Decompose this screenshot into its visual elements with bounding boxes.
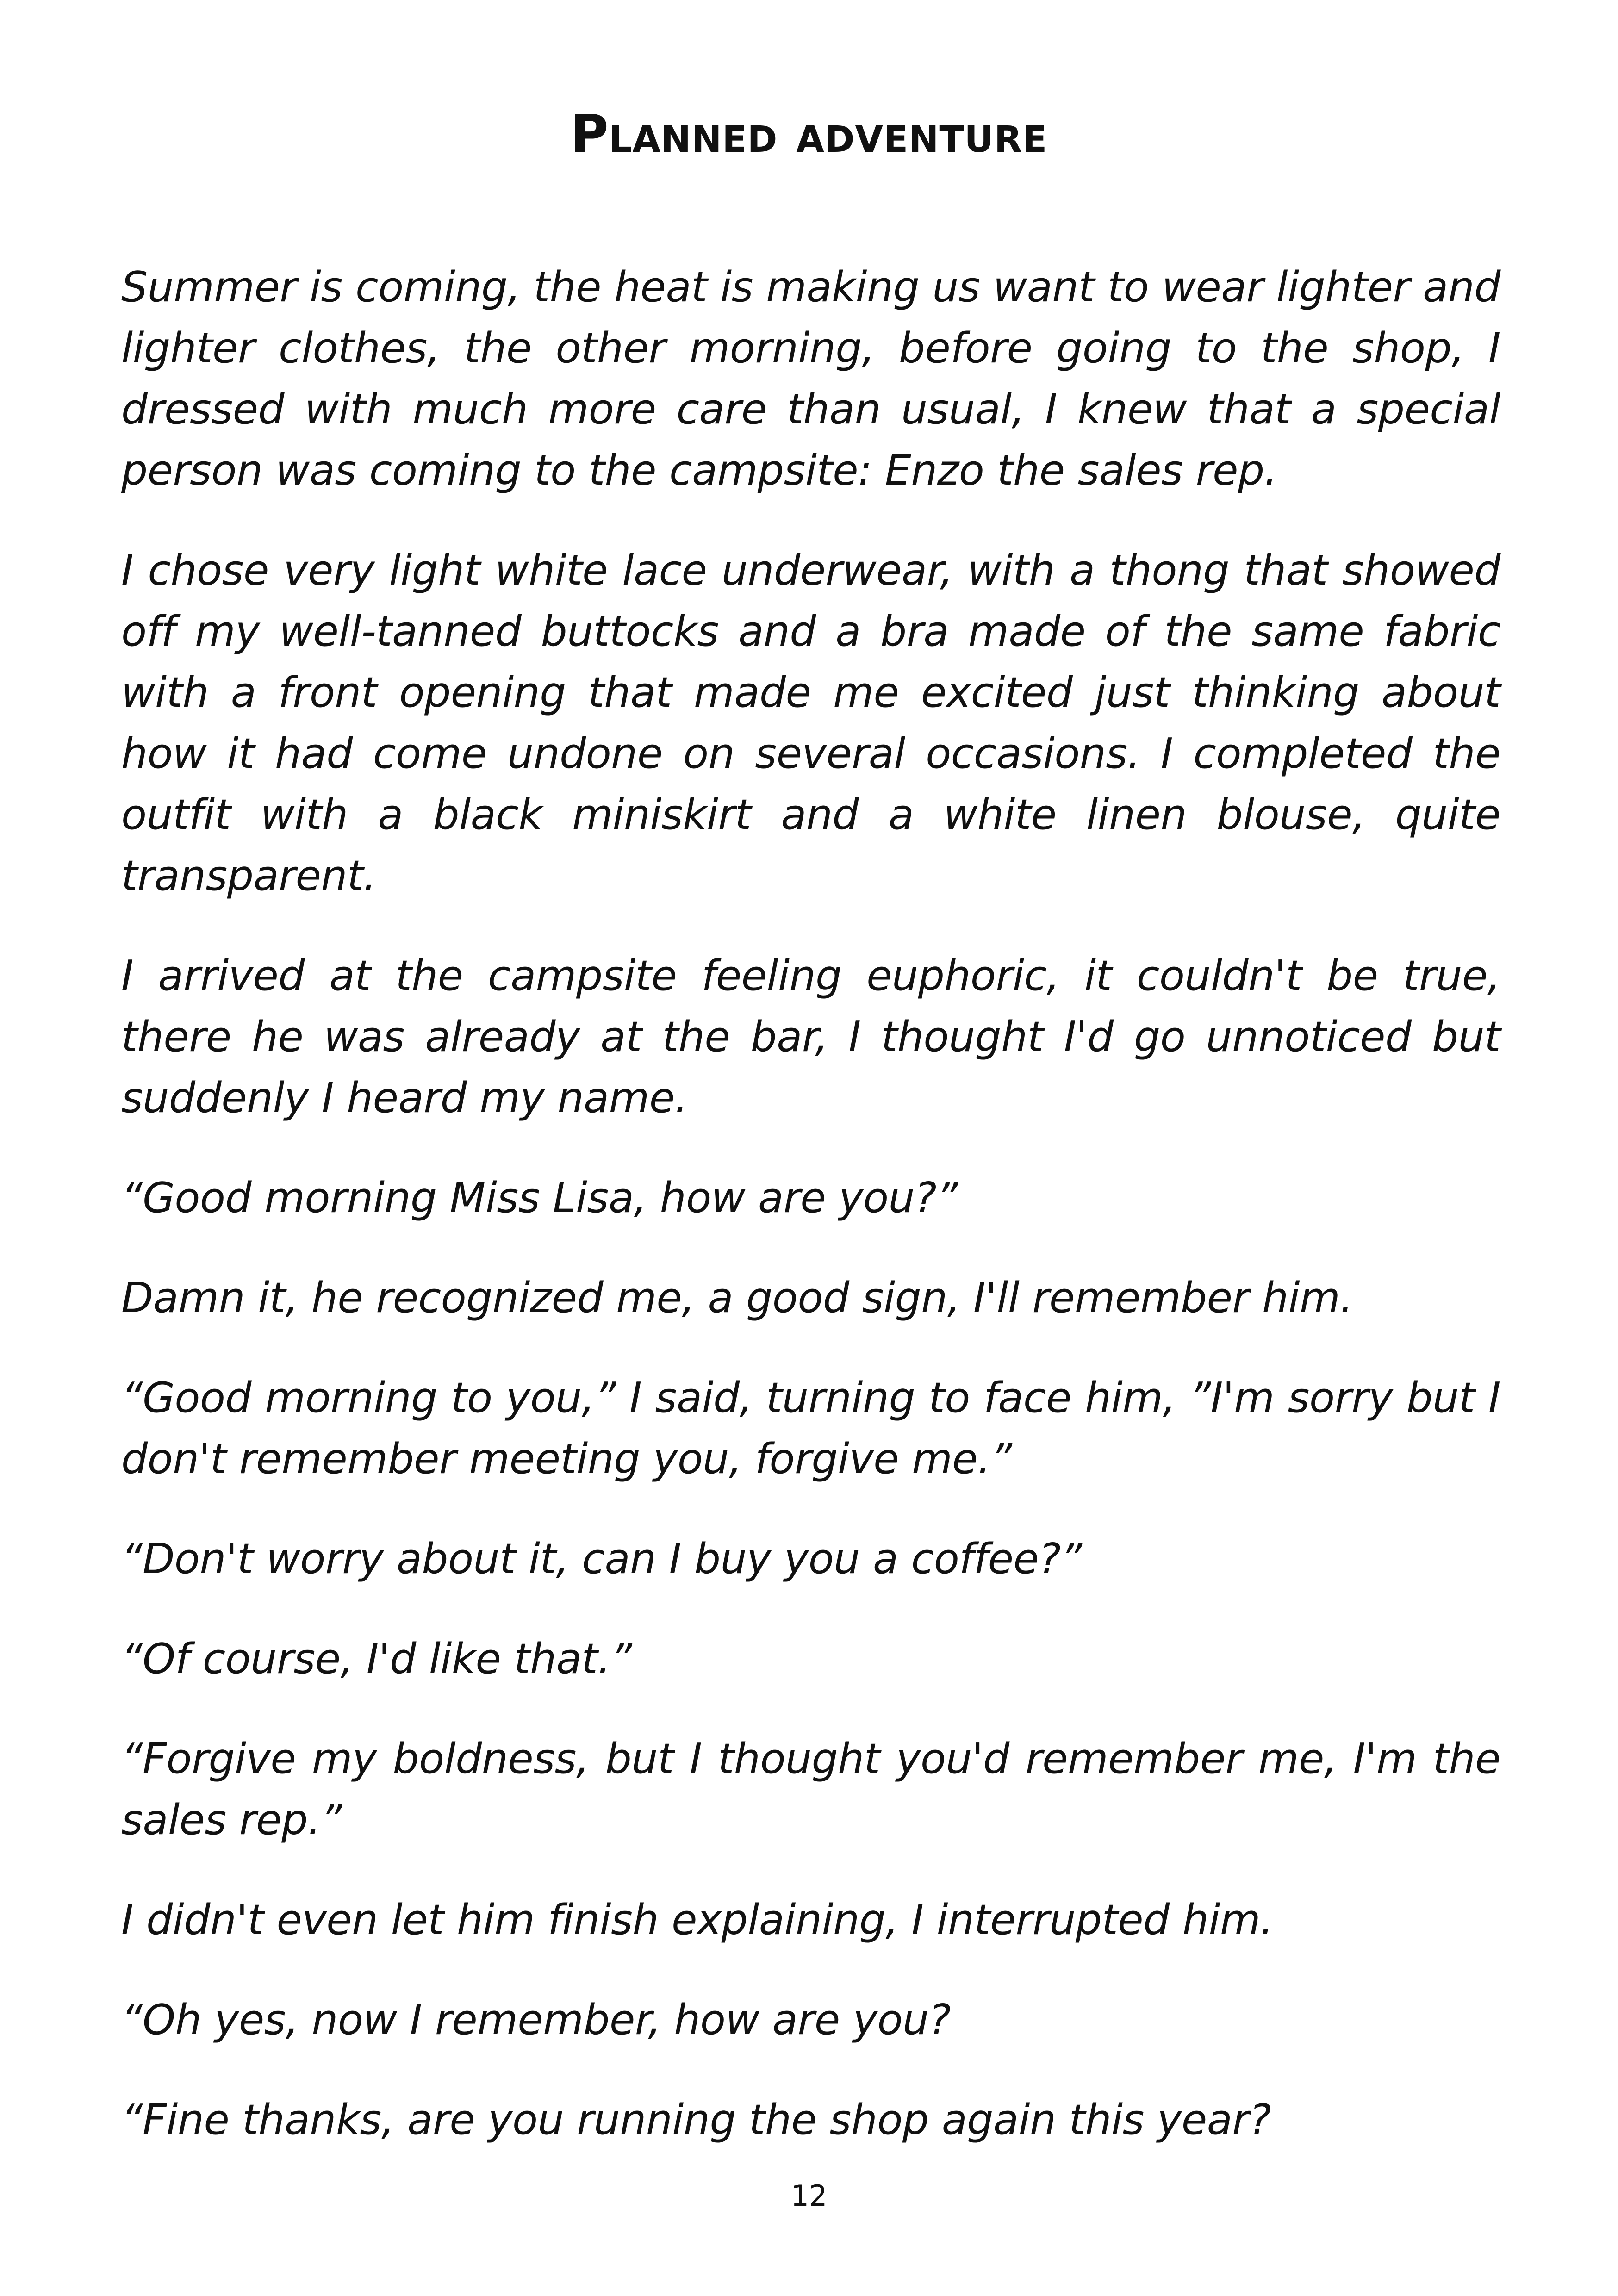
paragraph: I didn't even let him finish explaining, I interrupted him. bbox=[121, 1896, 1274, 1944]
body-text bbox=[121, 257, 1500, 2190]
paragraph: I arrived at the campsite feeling euphoric, it couldn't be true, there he was already at the bar, I thought I'd go unnoticed but suddenly I heard my name. bbox=[121, 952, 1500, 1122]
paragraph: “Forgive my boldness, but I thought you'd remember me, I'm the sales rep.” bbox=[121, 1735, 1500, 1844]
paragraph: “Don't worry about it, can I buy you a coffee?” bbox=[121, 1535, 1082, 1583]
paragraph: “Oh yes, now I remember, how are you? bbox=[121, 1996, 951, 2044]
page-number: 12 bbox=[790, 2179, 828, 2213]
paragraph: I chose very light white lace underwear, with a thong that showed off my well-tanned buttocks and a bra made of the same fabric with a front opening that made me excited just thinking about how it had come undone on several occasions. I completed the outfit with a black miniskirt and a white linen blouse, quite transparent. bbox=[121, 546, 1500, 900]
paragraph: Damn it, he recognized me, a good sign, I'll remember him. bbox=[121, 1274, 1353, 1322]
paragraph: “Of course, I'd like that.” bbox=[121, 1635, 632, 1683]
paragraph: “Fine thanks, are you running the shop again this year? bbox=[121, 2096, 1271, 2144]
paragraph: “Good morning to you,” I said, turning to face him, ”I'm sorry but I don't remember meeting you, forgive me.” bbox=[121, 1374, 1500, 1483]
chapter-title: Planned adventure bbox=[570, 104, 1048, 164]
paragraph: Summer is coming, the heat is making us want to wear lighter and lighter clothes, the other morning, before going to the shop, I dressed with much more care than usual, I knew that a special person was coming to the campsite: Enzo the sales rep. bbox=[121, 263, 1500, 495]
paragraph: “Good morning Miss Lisa, how are you?” bbox=[121, 1174, 958, 1222]
